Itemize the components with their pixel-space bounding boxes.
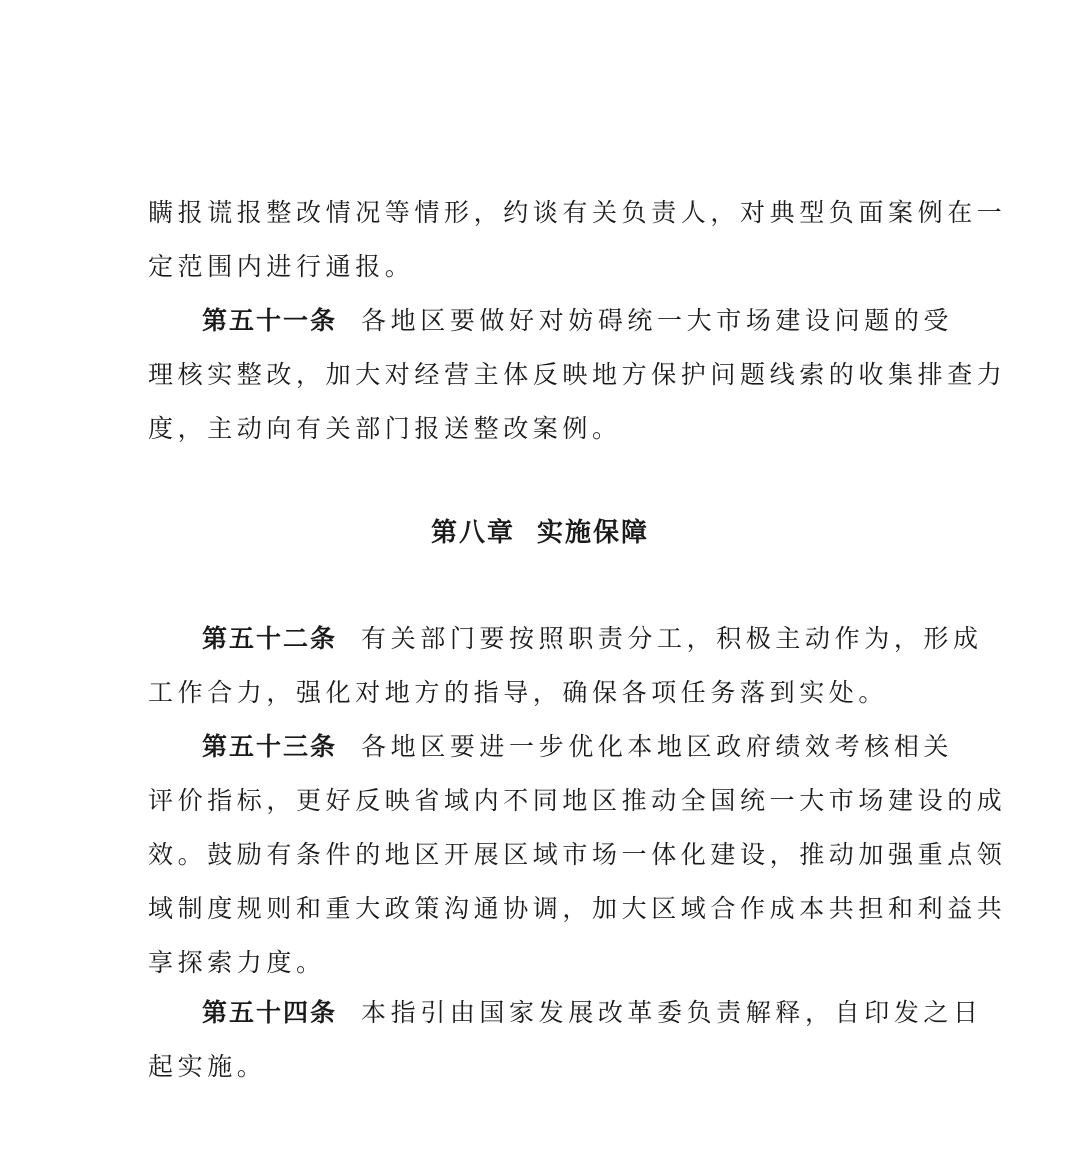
article-text: 各地区要做好对妨碍统一大市场建设问题的受	[361, 306, 954, 335]
chapter-number: 第八章	[430, 518, 515, 548]
article-title: 第五十一条	[202, 306, 338, 335]
article-text: 各地区要进一步优化本地区政府绩效考核相关	[361, 732, 954, 761]
text-line: 工作合力，强化对地方的指导，确保各项任务落到实处。	[148, 678, 889, 707]
chapter-name: 实施保障	[537, 518, 650, 548]
text-line: 评价指标，更好反映省域内不同地区推动全国统一大市场建设的成	[148, 786, 1007, 815]
text-line	[202, 996, 983, 1030]
text-line: 瞒报谎报整改情况等情形，约谈有关负责人，对典型负面案例在一	[148, 198, 1007, 227]
text-line	[202, 730, 953, 764]
article-title: 第五十四条	[202, 998, 338, 1027]
text-line	[202, 622, 983, 656]
text-line: 效。鼓励有条件的地区开展区域市场一体化建设，推动加强重点领	[148, 840, 1007, 869]
article-title: 第五十三条	[202, 732, 338, 761]
text-line: 度，主动向有关部门报送整改案例。	[148, 414, 622, 443]
text-line: 理核实整改，加大对经营主体反映地方保护问题线索的收集排查力	[148, 360, 1007, 389]
text-line	[202, 304, 953, 338]
article-text: 有关部门要按照职责分工，积极主动作为，形成	[361, 624, 983, 653]
article-text: 本指引由国家发展改革委负责解释，自印发之日	[361, 998, 983, 1027]
text-line: 起实施。	[148, 1052, 267, 1081]
article-title: 第五十二条	[202, 624, 338, 653]
text-line: 域制度规则和重大政策沟通协调，加大区域合作成本共担和利益共	[148, 894, 1007, 923]
chapter-heading	[0, 516, 1080, 550]
text-line: 定范围内进行通报。	[148, 252, 415, 281]
text-line: 享探索力度。	[148, 948, 326, 977]
